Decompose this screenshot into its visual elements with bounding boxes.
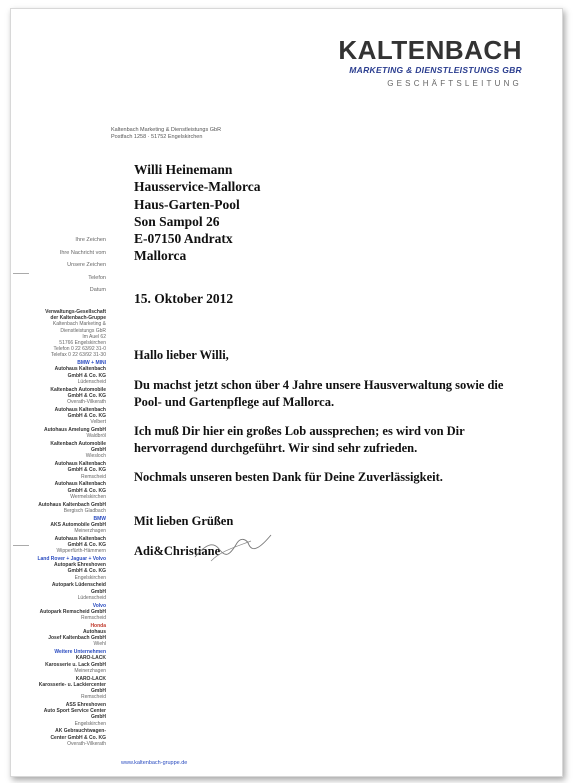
sidebar-title: Karosserie- u. Lackiercenter	[38, 681, 106, 688]
sidebar-entry	[26, 366, 106, 385]
brand-heading: Land Rover + Jaguar + Volvo	[37, 556, 106, 563]
sidebar-title: Autohaus	[82, 629, 106, 636]
paragraph-line: Pool- und Gartenpflege auf Mallorca.	[134, 394, 335, 409]
ref-label: Ihre Zeichen	[75, 237, 106, 243]
sidebar-text: Waldbröl	[86, 433, 106, 440]
sidebar-entry	[26, 522, 106, 534]
brand-heading: Weitere Unternehmen	[54, 649, 106, 656]
sidebar-title: GmbH & Co. KG	[67, 372, 106, 379]
sidebar-title: Verwaltungs-Gesellschaft	[45, 309, 106, 315]
sidebar-entry	[26, 427, 106, 439]
sidebar-text: Bergisch Gladbach	[63, 507, 106, 514]
sidebar-title: Autohaus Kaltenbach GmbH	[38, 501, 106, 508]
sidebar-text: Wermelskirchen	[70, 493, 106, 500]
sidebar-text: Velbert	[90, 419, 106, 426]
recipient-line: E-07150 Andratx	[134, 231, 233, 247]
sidebar-entry	[26, 309, 106, 359]
sender-address: Postfach 1258 · 51752 Engelskirchen	[111, 134, 203, 140]
sidebar-entry	[26, 702, 106, 727]
sidebar-title: Kaltenbach Automobile	[50, 386, 106, 393]
paragraph-line: hervorragend durchgeführt. Wir sind sehr zufrieden.	[134, 440, 418, 455]
letter-page	[10, 8, 563, 777]
recipient-line: Hausservice-Mallorca	[134, 179, 261, 195]
sender-line	[111, 127, 221, 141]
greeting: Hallo lieber Willi,	[134, 348, 229, 362]
sidebar-text: Remscheid	[80, 473, 106, 480]
sidebar-title: Kaltenbach Automobile	[50, 441, 106, 448]
sidebar-entry	[26, 562, 106, 581]
sidebar-text: Lüdenscheid	[77, 378, 106, 385]
sidebar-text: Remscheid	[80, 615, 106, 622]
sidebar-title: GmbH	[91, 588, 106, 595]
sidebar-title: Karosserie u. Lack GmbH	[45, 661, 106, 668]
paragraph-line: Du machst jetzt schon über 4 Jahre unsere Hausverwaltung sowie die	[134, 378, 504, 392]
sidebar-title: Autohaus Kaltenbach	[54, 406, 106, 413]
sidebar-title: Auto Sport Service Center	[43, 708, 106, 715]
letter-date: 15. Oktober 2012	[134, 291, 234, 306]
sidebar-title: GmbH & Co. KG	[67, 392, 106, 399]
sidebar-entry	[26, 655, 106, 674]
sidebar-title: GmbH & Co. KG	[67, 542, 106, 549]
sidebar-text: Engelskirchen	[74, 574, 106, 581]
sidebar-text: Meinerzhagen	[74, 667, 106, 674]
sidebar-title: Autopark Ehreshoven	[54, 562, 106, 569]
sidebar-title: Autohaus Amelung GmbH	[43, 427, 106, 434]
sidebar-text: Engelskirchen	[74, 720, 106, 727]
sidebar-text: Kaltenbach Marketing &	[52, 321, 106, 328]
recipient-line: Mallorca	[134, 248, 187, 264]
sidebar-text: Im Auel 62	[82, 333, 106, 340]
brand-heading: Volvo	[92, 602, 106, 609]
company-logo	[338, 37, 522, 88]
sidebar-text: Overath-Vilkerath	[67, 740, 106, 747]
handwritten-signature	[191, 527, 281, 567]
recipient-address	[134, 161, 260, 265]
website-link[interactable]: www.kaltenbach-gruppe.de	[121, 760, 188, 766]
brand-heading: BMW + MINI	[77, 360, 106, 367]
sidebar-title: Josef Kaltenbach GmbH	[48, 635, 106, 642]
sidebar-title: der Kaltenbach-Gruppe	[50, 315, 106, 322]
logo-department: GESCHÄFTSLEITUNG	[387, 79, 522, 88]
sidebar-entry	[26, 676, 106, 701]
sidebar-title: GmbH & Co. KG	[67, 413, 106, 420]
signatory: Adi&Christiane	[134, 544, 221, 558]
sidebar-title: GmbH & Co. KG	[67, 568, 106, 575]
recipient-line: Son Sampol 26	[134, 213, 220, 229]
fold-mark	[13, 273, 29, 274]
sidebar-entry	[26, 629, 106, 648]
sidebar-entry	[26, 407, 106, 426]
sidebar-entry	[26, 481, 106, 500]
sidebar-title: ASS Ehreshoven	[65, 702, 106, 709]
sidebar-title: AKS Automobile GmbH	[50, 521, 106, 528]
sidebar-title: GmbH	[91, 688, 106, 695]
sidebar-entry	[26, 582, 106, 601]
sidebar-entry	[26, 502, 106, 514]
sidebar-title: KARO-LACK	[75, 675, 106, 682]
paragraph	[134, 423, 465, 456]
ref-label: Datum	[89, 287, 106, 293]
sender-name: Kaltenbach Marketing & Dienstleistungs GbR	[111, 127, 222, 133]
sidebar-text: Dienstleistungs GbR	[60, 327, 106, 334]
brand-heading: Honda	[90, 622, 106, 629]
paragraph-line: Ich muß Dir hier ein großes Lob aussprechen; es wird von Dir	[134, 424, 465, 438]
sidebar-title: Center GmbH & Co. KG	[50, 734, 106, 741]
sidebar-title: GmbH & Co. KG	[67, 487, 106, 494]
recipient-line: Haus-Garten-Pool	[134, 196, 240, 212]
sidebar-text: Remscheid	[80, 694, 106, 701]
paragraph	[134, 377, 503, 410]
paragraph: Nochmals unseren besten Dank für Deine Zuverlässigkeit.	[134, 470, 443, 484]
sidebar-title: Autohaus Kaltenbach	[54, 481, 106, 488]
sidebar-entry	[26, 609, 106, 621]
ref-label: Ihre Nachricht vom	[59, 249, 106, 256]
sidebar-title: AK Gebrauchtwagen-	[55, 728, 106, 735]
ref-label: Unsere Zeichen	[67, 262, 106, 268]
sidebar-text: 51766 Engelskirchen	[59, 340, 106, 347]
sidebar-entry	[26, 728, 106, 747]
sidebar-text: Meinerzhagen	[74, 528, 106, 535]
sidebar-title: GmbH	[91, 447, 106, 454]
logo-subtitle: MARKETING & DIENSTLEISTUNGS GBR	[349, 65, 522, 75]
sidebar-text: Wiesloch	[85, 453, 106, 460]
sidebar-text: Wiehl	[93, 641, 106, 648]
closing: Mit lieben Grüßen	[134, 514, 234, 528]
sidebar-text: Wipperfürth-Hämmern	[56, 548, 106, 555]
sidebar-entry	[26, 387, 106, 406]
sidebar-title: GmbH & Co. KG	[67, 467, 106, 474]
sidebar-entry	[26, 536, 106, 555]
sidebar-title: Autohaus Kaltenbach	[54, 461, 106, 468]
sidebar-text: Overath-Vilkerath	[67, 399, 106, 406]
sidebar-title: Autohaus Kaltenbach	[54, 535, 106, 542]
sidebar-text: Lüdenscheid	[77, 594, 106, 601]
recipient-line: Willi Heinemann	[134, 162, 233, 177]
sidebar-title: Autopark Lüdenscheid	[51, 582, 106, 589]
ref-label: Telefon	[88, 274, 106, 281]
company-group-sidebar	[26, 309, 106, 749]
sidebar-text: Telefax 0 22 63/92 31-30	[50, 352, 106, 359]
brand-heading: BMW	[93, 515, 106, 522]
sidebar-title: GmbH	[91, 714, 106, 721]
sidebar-text: Telefon 0 22 63/92 31-0	[53, 346, 106, 353]
sidebar-entry	[26, 441, 106, 460]
sidebar-title: Autopark Remscheid GmbH	[39, 608, 106, 615]
logo-name: KALTENBACH	[338, 35, 522, 65]
reference-fields	[26, 234, 106, 297]
sidebar-title: KARO-LACK	[75, 655, 106, 662]
sidebar-entry	[26, 461, 106, 480]
sidebar-title: Autohaus Kaltenbach	[54, 366, 106, 373]
